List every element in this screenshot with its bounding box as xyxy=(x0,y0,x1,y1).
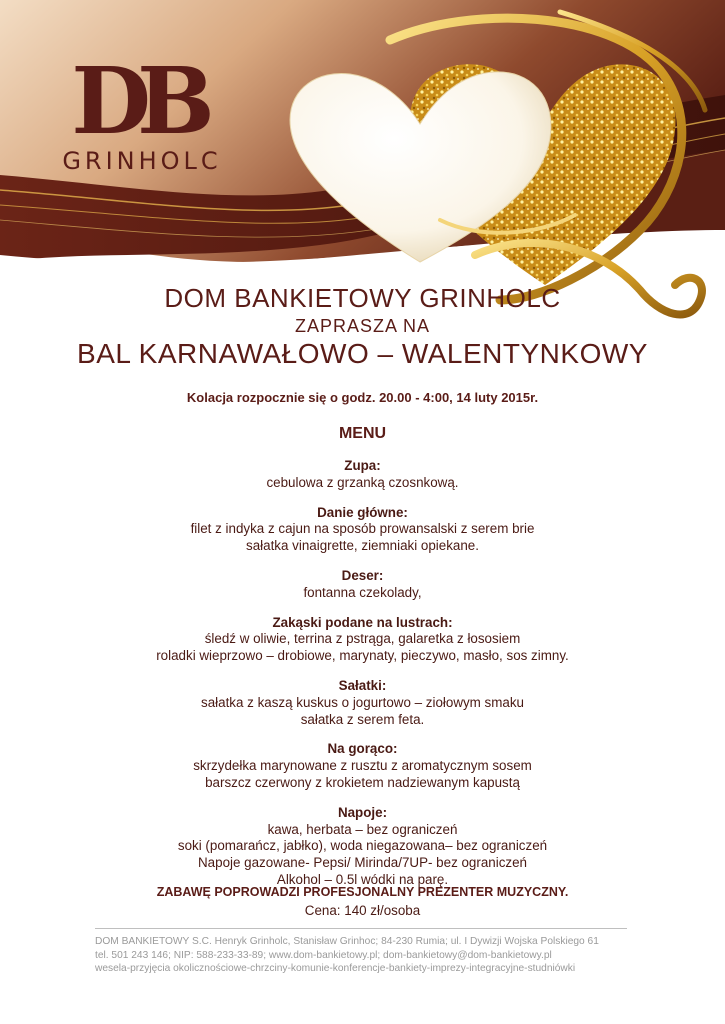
logo-mark: DB xyxy=(71,47,201,155)
menu-item: cebulowa z grzanką czosnkową. xyxy=(266,474,459,490)
menu-section-title: Deser: xyxy=(341,567,384,583)
footer-contact: tel. 501 243 146; NIP: 588-233-33-89; www.dom-bankietowy.pl; dom-bankietowy@dom-bankietowy.pl xyxy=(95,949,552,961)
menu-item: skrzydełka marynowane z rusztu z aromatycznym sosem xyxy=(193,758,532,774)
menu-section-title: Zupa: xyxy=(344,458,381,473)
menu-title: MENU xyxy=(338,425,387,442)
menu-item: roladki wieprzowo – drobiowe, marynaty, pieczywo, masło, sos zimny. xyxy=(156,648,569,664)
menu-section-title: Na gorąco: xyxy=(327,741,398,757)
footer-address: DOM BANKIETOWY S.C. Henryk Grinholc, Stanisław Grinhoc; 84-230 Rumia; ul. I Dywizji Wojska Polskiego 61 xyxy=(95,936,599,947)
menu-section-title: Napoje: xyxy=(337,804,388,820)
closing-note: ZABAWĘ POPROWADZI PROFESJONALNY PREZENTER MUZYCZNY. xyxy=(156,885,569,899)
menu-item: kawa, herbata – bez ograniczeń xyxy=(267,821,458,837)
event-dateline: Kolacja rozpocznie się o godz. 20.00 - 4:00, 14 luty 2015r. xyxy=(186,390,539,405)
heading-venue: DOM BANKIETOWY GRINHOLC xyxy=(164,283,561,313)
menu-item: Alkohol – 0.5l wódki na parę. xyxy=(276,871,449,887)
footer-divider xyxy=(95,928,627,929)
menu-list xyxy=(0,458,725,902)
menu-section-drinks xyxy=(0,805,725,889)
heading-event: BAL KARNAWAŁOWO – WALENTYNKOWY xyxy=(77,338,648,369)
menu-item: sałatka z serem feta. xyxy=(300,711,425,727)
price: Cena: 140 zł/osoba xyxy=(304,903,421,918)
menu-section-soup xyxy=(0,458,725,492)
menu-section-salads xyxy=(0,678,725,728)
menu-section-title: Zakąski podane na lustrach: xyxy=(272,614,453,630)
menu-item: barszcz czerwony z krokietem nadziewanym kapustą xyxy=(205,774,520,790)
heading-invites: ZAPRASZA NA xyxy=(294,316,431,336)
menu-item: soki (pomarańcz, jabłko), woda niegazowana– bez ograniczeń xyxy=(177,838,548,854)
menu-section-hot xyxy=(0,741,725,791)
menu-item: śledź w oliwie, terrina z pstrąga, galaretka z łososiem xyxy=(204,631,521,647)
menu-item: sałatka vinaigrette, ziemniaki opiekane. xyxy=(246,538,479,554)
menu-section-dessert xyxy=(0,568,725,602)
logo xyxy=(62,47,222,175)
menu-item: fontanna czekolady, xyxy=(303,584,422,600)
menu-item: sałatka z kaszą kuskus o jogurtowo – ziołowym smaku xyxy=(201,694,524,710)
footer-services: wesela-przyjęcia okolicznościowe-chrzciny-komunie-konferencje-bankiety-imprezy-integracyjne-studniówki xyxy=(95,963,576,974)
menu-section-main xyxy=(0,505,725,555)
footer xyxy=(95,935,627,976)
menu-section-starters xyxy=(0,615,725,665)
menu-section-title: Danie główne: xyxy=(317,504,408,520)
menu-item: Napoje gazowane- Pepsi/ Mirinda/7UP- bez ograniczeń xyxy=(198,855,527,871)
logo-name: GRINHOLC xyxy=(62,147,222,175)
menu-item: filet z indyka z cajun na sposób prowansalski z serem brie xyxy=(190,521,535,537)
menu-section-title: Sałatki: xyxy=(338,677,387,693)
